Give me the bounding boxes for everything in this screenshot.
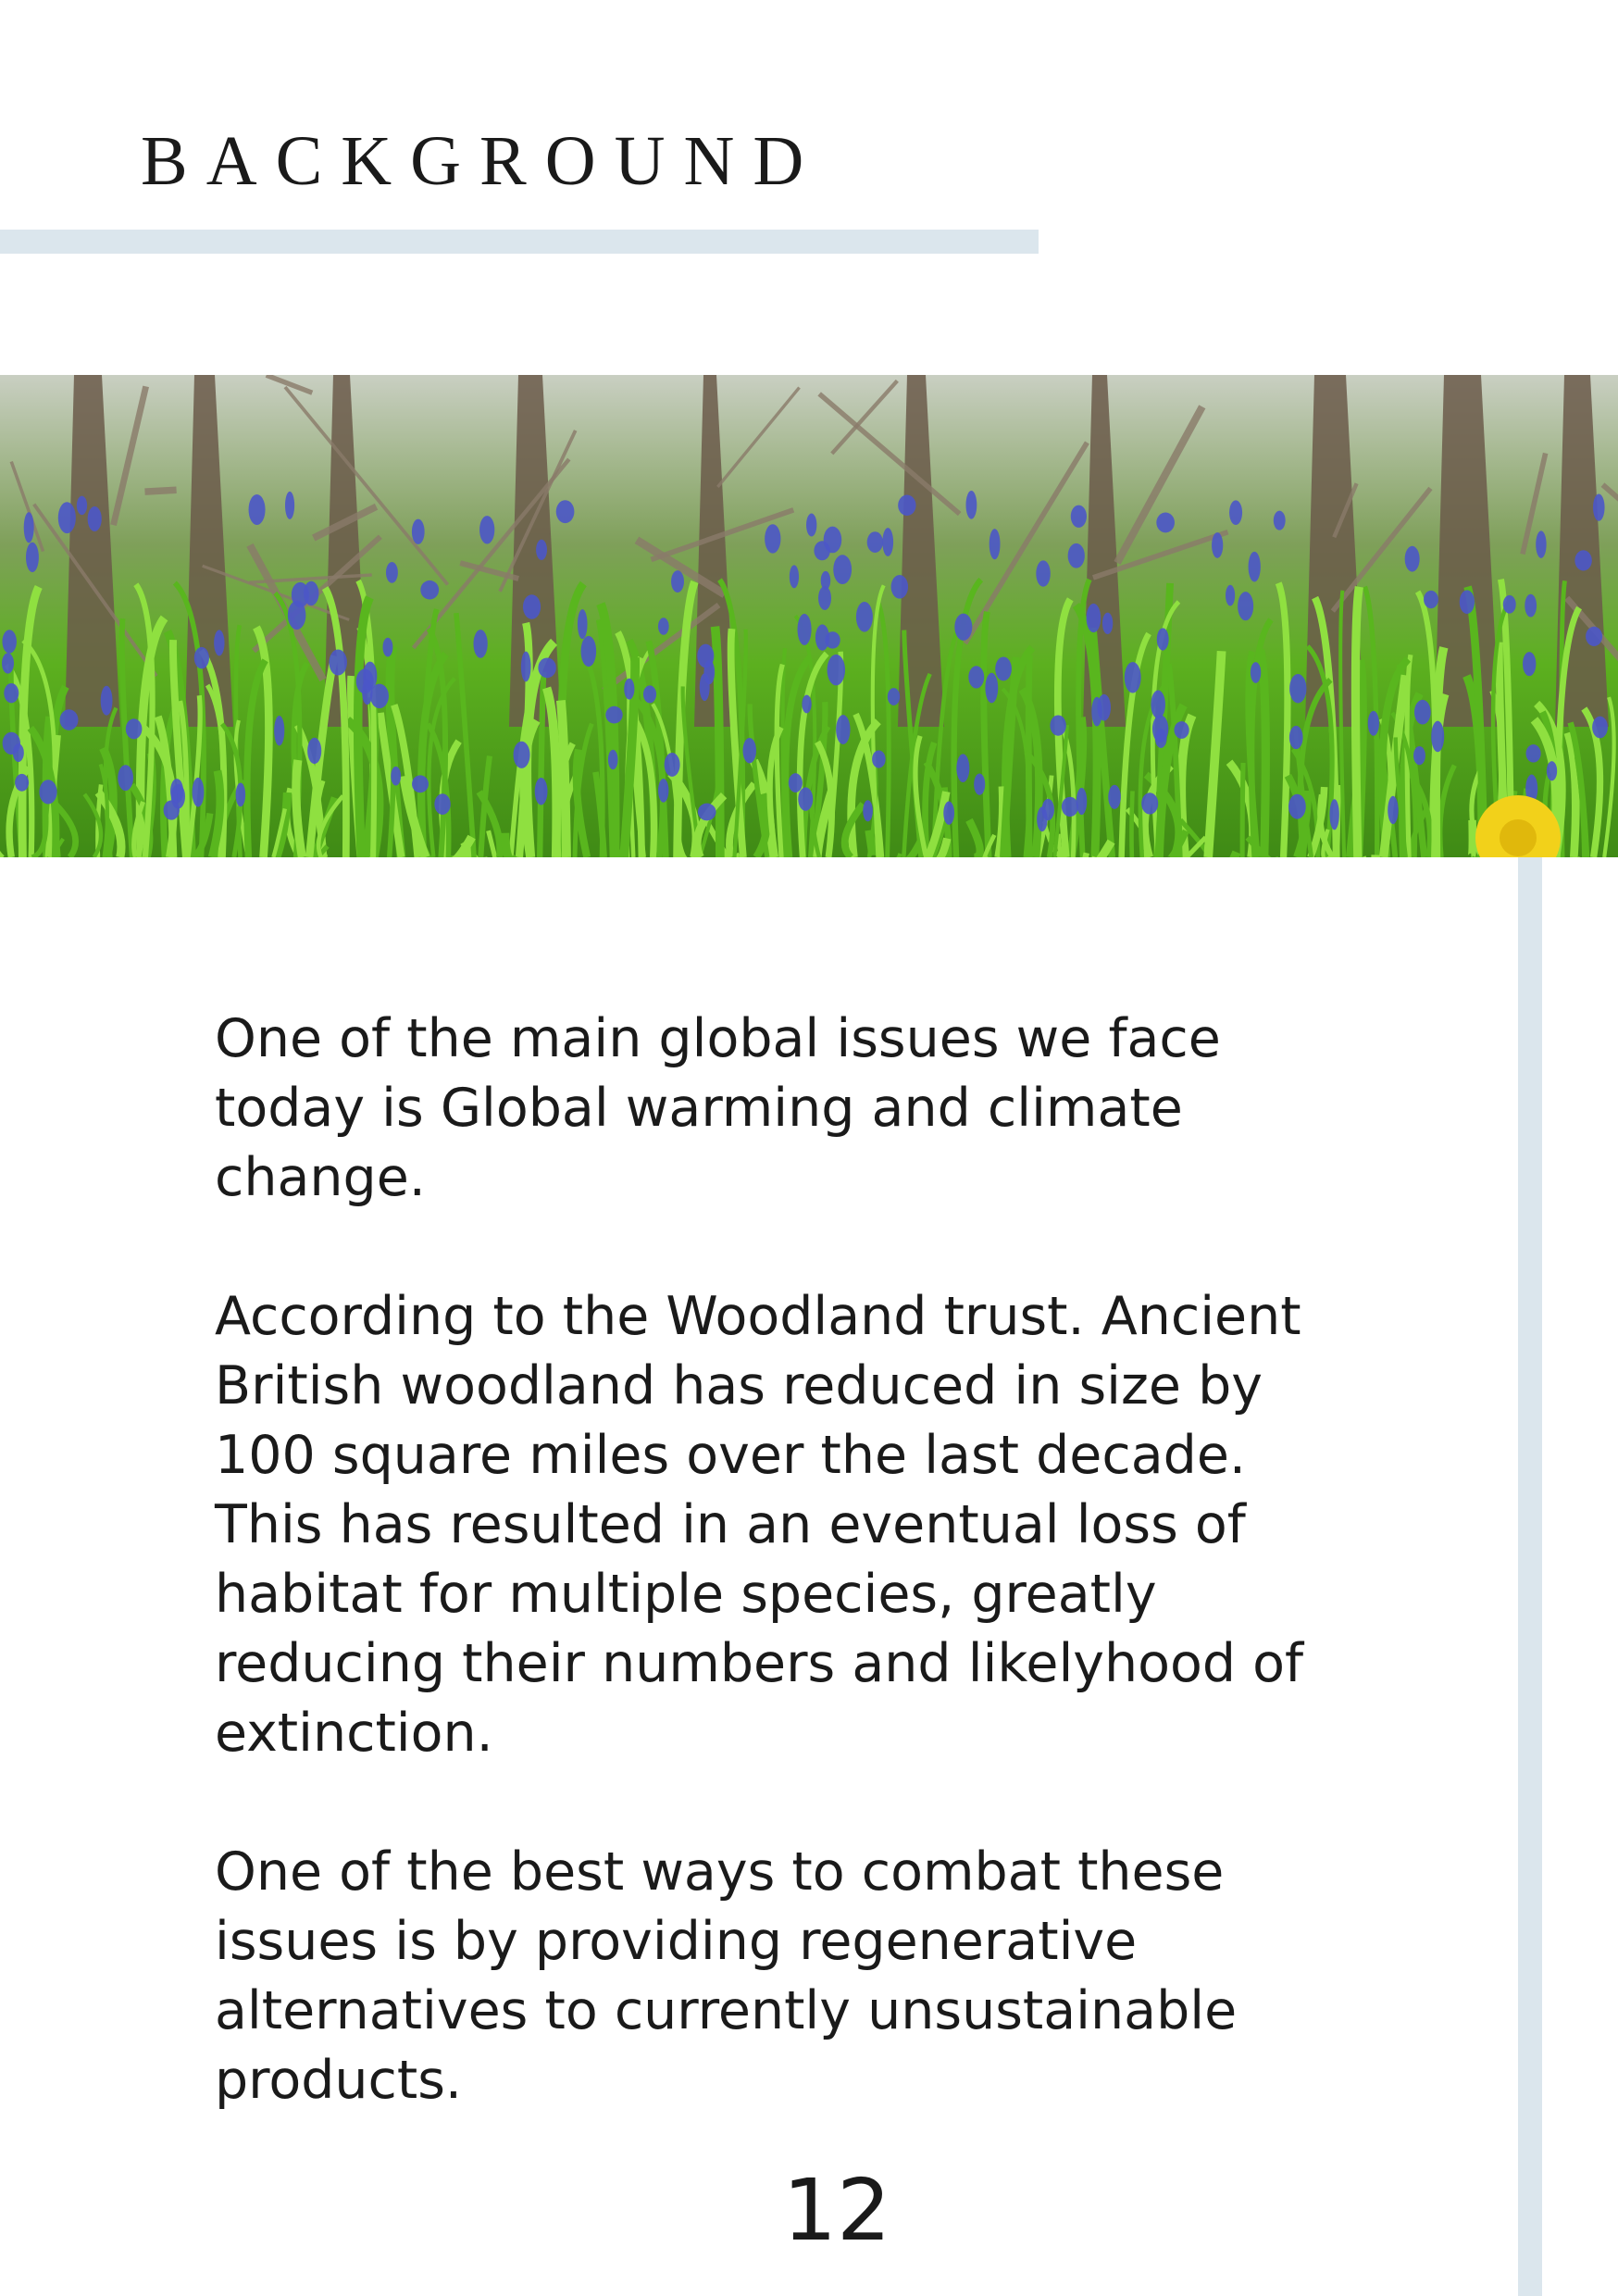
bluebell-flower <box>1068 543 1085 568</box>
bluebell-flower <box>1087 604 1101 632</box>
bluebell-flower <box>888 688 900 705</box>
bluebell-flower <box>1288 794 1306 819</box>
bluebell-flower <box>1036 560 1050 586</box>
bluebell-flower <box>101 686 113 716</box>
bluebell-flower <box>643 685 656 703</box>
bluebell-flower <box>1102 613 1113 634</box>
bluebell-flower <box>798 614 812 645</box>
bluebell-flower <box>523 594 541 618</box>
bluebell-flower <box>1151 691 1165 719</box>
bluebell-flower <box>1152 715 1168 742</box>
grass-blade <box>715 627 719 857</box>
bluebell-flower <box>1388 796 1398 824</box>
bluebell-flower <box>1050 715 1065 735</box>
bluebell-flower <box>824 527 842 554</box>
bluebell-flower <box>236 782 246 806</box>
bluebell-flower <box>214 630 224 655</box>
bluebell-flower <box>624 679 634 700</box>
bluebell-flower <box>790 565 799 588</box>
bluebell-flower <box>1141 792 1158 814</box>
bluebell-flower <box>665 753 680 777</box>
bluebell-flower <box>1238 592 1253 620</box>
bluebell-flower <box>867 531 883 553</box>
text-line: reducing their numbers and likelyhood of <box>215 1633 1304 1694</box>
bluebell-flower <box>1174 721 1189 739</box>
bluebell-flower <box>434 793 450 815</box>
bluebell-flower <box>26 543 39 572</box>
bluebell-flower <box>671 570 684 593</box>
bluebell-flower <box>836 715 850 744</box>
grass-blade <box>1242 763 1243 857</box>
bluebell-flower <box>765 524 780 553</box>
bluebell-flower <box>954 614 972 641</box>
bluebell-flower <box>1289 726 1303 749</box>
bluebell-flower <box>1226 585 1235 606</box>
bluebell-flower <box>194 647 209 669</box>
bluebell-flower <box>356 668 374 693</box>
bluebell-flower <box>2 653 14 673</box>
bluebell-flower <box>193 778 205 807</box>
text-line: According to the Woodland trust. Ancient <box>215 1286 1301 1347</box>
text-line: One of the best ways to combat these <box>215 1841 1225 1903</box>
bluebell-flower <box>1503 595 1516 614</box>
bluebell-flower <box>1431 721 1444 753</box>
bluebell-flower <box>4 683 19 703</box>
page-title: BACKGROUND <box>141 122 823 200</box>
bluebell-flower <box>2 630 16 653</box>
bluebell-flower <box>698 804 716 821</box>
bluebell-flower <box>1414 700 1431 725</box>
bluebell-flower <box>985 673 998 704</box>
bluebell-flower <box>1125 662 1141 693</box>
bluebell-flower <box>1108 785 1121 809</box>
bluebell-flower <box>126 718 143 739</box>
bluebell-flower <box>77 496 87 515</box>
bluebell-flower <box>581 636 597 667</box>
text-line: products. <box>215 2050 463 2111</box>
bluebell-flower <box>412 775 429 792</box>
bluebell-flower <box>1249 552 1261 582</box>
title-underline-rule <box>0 230 1039 254</box>
grass-blade <box>1472 820 1473 857</box>
bluebell-flower <box>789 773 803 792</box>
bluebell-flower <box>828 655 845 686</box>
bluebell-flower <box>898 495 915 516</box>
bluebell-flower <box>118 765 133 791</box>
bluebell-flower <box>1157 628 1169 650</box>
bluebell-flower <box>1536 530 1546 558</box>
bluebell-flower <box>798 787 813 810</box>
bluebell-flower <box>1229 500 1242 525</box>
paragraph-climate <box>215 1004 1446 1213</box>
bluebell-flower <box>658 779 668 803</box>
bluebell-flower <box>1526 744 1541 762</box>
bluebell-flower <box>60 709 79 730</box>
bluebell-flower <box>1586 627 1602 646</box>
bluebell-flower <box>943 802 954 825</box>
bluebell-flower <box>1329 799 1338 830</box>
bluebell-flower <box>13 743 24 762</box>
bluebell-flower <box>514 742 530 768</box>
bluebell-flower <box>608 750 618 769</box>
paragraph-solution <box>215 1838 1446 2115</box>
bluebell-flower <box>974 774 985 795</box>
bluebell-flower <box>1077 788 1087 815</box>
bluebell-flower <box>1424 591 1438 608</box>
bluebell-flower <box>1251 662 1261 683</box>
bluebell-flower <box>170 779 183 804</box>
bluebell-flower <box>386 562 398 583</box>
bluebell-flower <box>1413 746 1425 765</box>
woodland-photo <box>0 375 1618 857</box>
bluebell-flower <box>658 618 669 634</box>
bluebell-flower <box>420 580 439 600</box>
bluebell-flower <box>856 602 873 632</box>
bluebell-flower <box>956 754 969 782</box>
grass-blade <box>540 672 543 857</box>
bluebell-flower <box>891 575 908 599</box>
bluebell-flower <box>1368 711 1379 736</box>
bluebell-flower <box>1547 761 1557 780</box>
bluebell-flower <box>742 738 755 763</box>
paragraph-woodland <box>215 1282 1446 1768</box>
bluebell-flower <box>307 738 321 764</box>
bluebell-flower <box>1289 674 1306 703</box>
bluebell-flower <box>1212 532 1223 558</box>
bluebell-flower <box>15 774 29 792</box>
bluebell-flower <box>1593 493 1605 520</box>
text-line: habitat for multiple species, greatly <box>215 1564 1157 1625</box>
bluebell-flower <box>88 506 102 531</box>
grass-blade <box>1355 587 1359 857</box>
bluebell-flower <box>1062 797 1078 817</box>
bluebell-flower <box>536 540 547 560</box>
bluebell-flower <box>818 586 831 610</box>
text-line: This has resulted in an eventual loss of <box>215 1494 1246 1555</box>
bluebell-flower <box>1156 513 1175 533</box>
bluebell-flower <box>412 519 425 544</box>
grass-blade <box>1131 791 1132 857</box>
bluebell-flower <box>249 494 266 525</box>
bluebell-flower <box>806 514 816 537</box>
bluebell-flower <box>1091 697 1101 727</box>
bluebell-flower <box>521 652 531 682</box>
body-text <box>215 1004 1446 2115</box>
text-line: One of the main global issues we face <box>215 1008 1221 1069</box>
bluebell-flower <box>58 502 76 533</box>
bluebell-flower <box>1592 717 1608 739</box>
bluebell-flower <box>802 695 811 714</box>
bluebell-flower <box>815 624 829 650</box>
bluebell-flower <box>1071 505 1087 528</box>
bluebell-flower <box>882 528 893 556</box>
text-line: 100 square miles over the last decade. <box>215 1425 1247 1486</box>
bluebell-flower <box>473 630 487 658</box>
bluebell-flower <box>1274 511 1286 530</box>
bluebell-flower <box>479 516 494 543</box>
bluebell-flower <box>833 555 852 584</box>
bluebell-flower <box>995 656 1012 680</box>
bluebell-flower <box>1574 550 1591 570</box>
bluebell-flower <box>274 716 284 746</box>
text-line: extinction. <box>215 1703 493 1764</box>
bluebell-flower <box>863 800 873 821</box>
bluebell-flower <box>285 492 294 519</box>
text-line: British woodland has reduced in size by <box>215 1355 1263 1416</box>
bluebell-flower <box>605 706 622 724</box>
bluebell-flower <box>1405 546 1420 572</box>
bluebell-flower <box>578 609 588 639</box>
bluebell-flower <box>1525 594 1537 618</box>
bluebell-flower <box>24 512 34 543</box>
bluebell-flower <box>1460 590 1475 614</box>
bluebell-flower <box>989 529 1001 559</box>
bluebell-flower <box>383 638 393 657</box>
bluebell-flower <box>1523 652 1536 676</box>
bluebell-flower <box>697 644 714 668</box>
bluebell-flower <box>304 581 318 605</box>
bluebell-flower <box>535 778 548 805</box>
text-line: alternatives to currently unsustainable <box>215 1980 1238 2041</box>
bluebell-flower <box>1037 806 1047 831</box>
page-number: 12 <box>782 2161 891 2260</box>
tree-branch <box>144 490 176 492</box>
bluebell-flower <box>872 751 886 768</box>
bluebell-flower <box>329 649 346 675</box>
bluebell-flower <box>965 491 977 519</box>
bluebell-flower <box>538 657 555 678</box>
bluebell-flower <box>556 500 575 523</box>
text-line: change. <box>215 1147 426 1208</box>
side-accent-rule <box>1518 857 1542 2296</box>
text-line: issues is by providing regenerative <box>215 1911 1138 1972</box>
bluebell-flower <box>39 780 56 804</box>
dandelion-center <box>1500 819 1537 856</box>
text-line: today is Global warming and climate <box>215 1078 1183 1139</box>
bluebell-flower <box>391 767 401 786</box>
bluebell-flower <box>968 666 984 688</box>
